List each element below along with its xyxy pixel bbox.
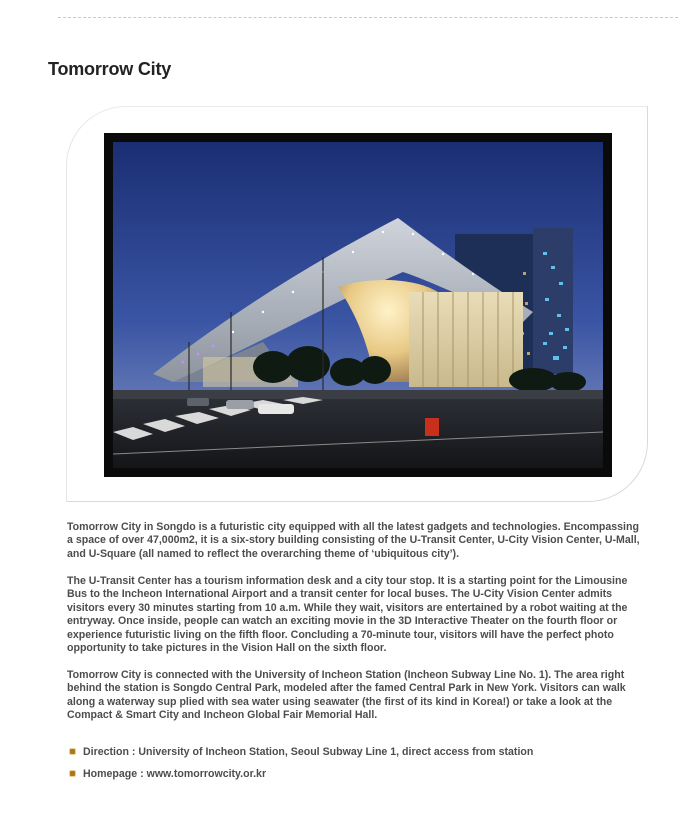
paragraph-location: Tomorrow City is connected with the University of Incheon Station (Incheon Subway Line No. 1). The area right behind the station is Songdo Central Park, modeled after the famed Central Park in New York. Visitors can walk along a waterway sup plied with sea water using seawater (the first of its kind in Korea!) or take a look at the Compact & Smart City and Incheon Global Fair Memorial Hall. bbox=[67, 669, 626, 722]
paragraph-intro: Tomorrow City in Songdo is a futuristic city equipped with all the latest gadgets and technologies. Encompassing a space of over 47,000m2, it is a six-story building consisting of the U-Transit Center, U-City Vision Center, U-Mall, and U-Square (all named to reflect the overarching theme of ‘ubiquitous city’). bbox=[67, 521, 640, 560]
info-list bbox=[70, 746, 533, 790]
paragraph-transit: The U-Transit Center has a tourism information desk and a city tour stop. It is a starting point for the Limousine Bus to the Incheon International Airport and a transit center for local buses. The U-City Vision Center admits visitors every 30 minutes starting from 10 a.m. While they wait, visitors are entertained by a robot waiting at the entryway. Once inside, people can watch an exciting movie in the 3D Interactive Theater on the fourth floor or experience futuristic living on the fifth floor. Concluding a 70-minute tour, visitors will have the perfect photo opportunity to take pictures in the Vision Hall on the sixth floor. bbox=[67, 575, 628, 655]
building-photo-illustration bbox=[113, 142, 603, 468]
bullet-icon bbox=[70, 749, 75, 754]
building-photo bbox=[104, 133, 612, 477]
info-homepage[interactable] bbox=[70, 768, 533, 790]
info-direction-text: Direction : University of Incheon Station, Seoul Subway Line 1, direct access from station bbox=[83, 746, 534, 758]
info-homepage-text[interactable]: Homepage : www.tomorrowcity.or.kr bbox=[83, 768, 267, 780]
bullet-icon bbox=[70, 771, 75, 776]
page-title: Tomorrow City bbox=[48, 59, 172, 79]
info-direction bbox=[70, 746, 533, 768]
top-divider bbox=[58, 17, 678, 18]
